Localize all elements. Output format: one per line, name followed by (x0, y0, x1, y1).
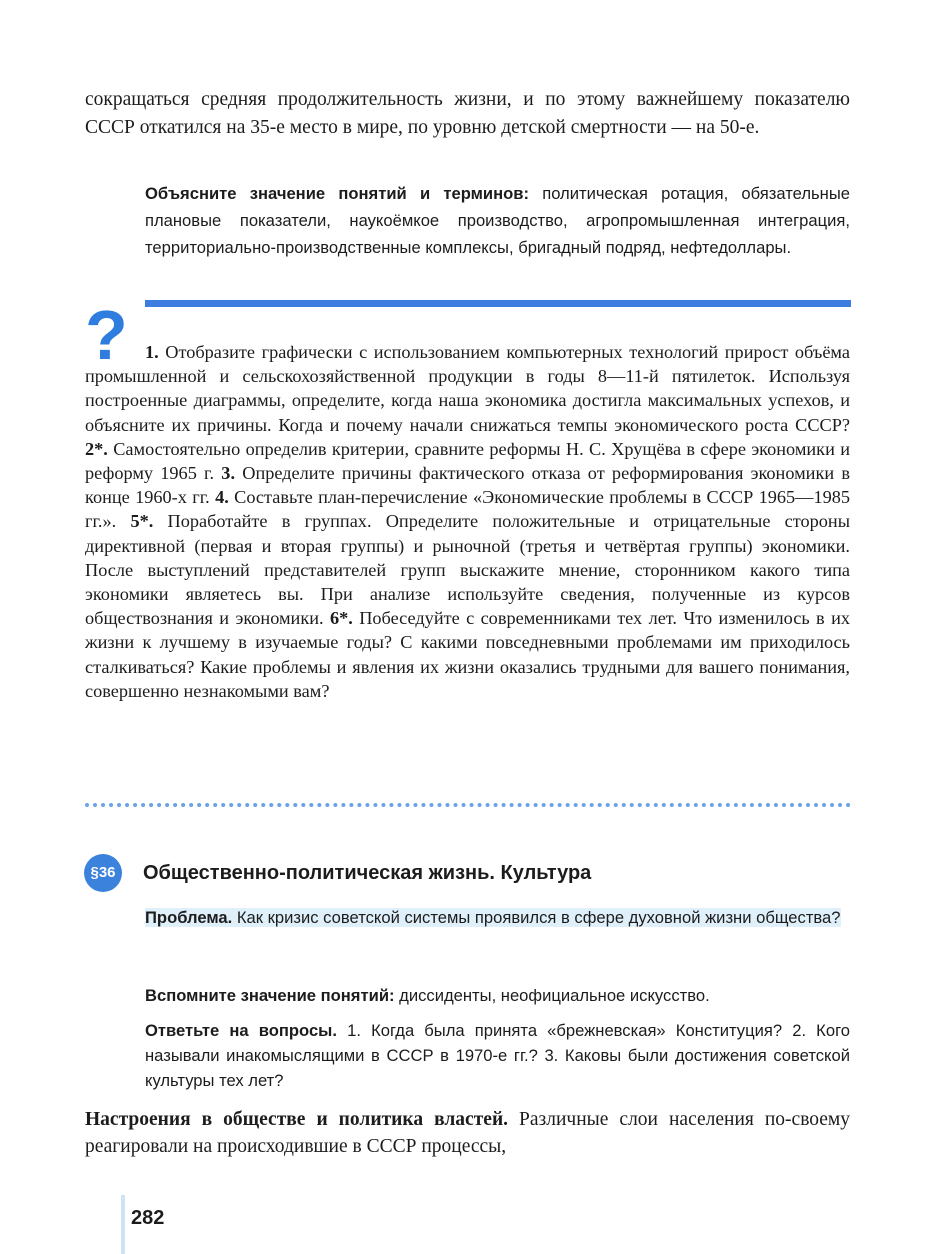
question-4-text: Составьте план-перечисление «Экономические проблемы в СССР 1965—1985 гг.». (85, 487, 851, 532)
intro-paragraph (85, 86, 850, 142)
question-5-number: 5*. (130, 511, 154, 532)
section-number-badge: §36 (84, 854, 122, 892)
terms-box (145, 180, 850, 261)
question-3-text: Определите причины фактического отказа от реформирования экономики в конце 1960-х гг. (85, 463, 850, 508)
body-heading: Настроения в обществе и политика властей. (85, 1109, 509, 1130)
question-6-number: 6*. (329, 608, 353, 629)
question-2-text: Самостоятельно определив критерии, сравните реформы Н. С. Хрущёва в сфере экономики и реформу 1965 г. (85, 438, 850, 484)
problem-highlight (145, 908, 841, 927)
blue-divider (145, 300, 851, 307)
question-5-text: Поработайте в группах. Определите положительные и отрицательные стороны директивной (первая и вторая группы) и рыночной (третья и четвёртая группы) экономики. После выступлений представителей групп выскажите мнение, сторонником какого типа экономики являетесь вы. При анализе используйте сведения, полученные из курсов обществознания и экономики. (85, 511, 850, 629)
problem-label: Проблема. (145, 908, 233, 927)
recall-concepts (145, 984, 850, 1008)
recall-text: диссиденты, неофициальное искусство. (394, 986, 710, 1005)
question-mark-icon: ? (85, 296, 128, 374)
recall-label: Вспомните значение понятий: (145, 986, 395, 1005)
intro-text: сокращаться средняя продолжительность жизни, и по этому важнейшему показателю СССР откатился на 35-е место в мире, по уровню детской смертности — на 50-е. (85, 89, 850, 138)
question-6-text: Побеседуйте с современниками тех лет. Что изменилось в их жизни к лучшему в изучаемые годы? С какими повседневными проблемами им приходилось сталкиваться? Какие проблемы и явления их жизни оказались трудными для вашего понимания, совершенно незнакомыми вам? (85, 608, 850, 701)
body-paragraph (85, 1106, 850, 1160)
questions-block (85, 340, 850, 703)
page-number-bar (121, 1195, 125, 1254)
question-1-text: Отобразите графически с использованием компьютерных технологий прирост объёма промышленной и сельскохозяйственной продукции в годы 8—11-й пятилеток. Используя построенные диаграммы, определите, когда наша экономика достигла максимальных успехов, и объясните их причины. Когда и почему начали снижаться темпы экономического роста СССР? (85, 342, 850, 435)
page-number: 282 (131, 1207, 165, 1229)
question-2-number: 2*. (85, 438, 108, 459)
answer-text: 1. Когда была принята «брежневская» Конституция? 2. Кого называли инакомыслящими в СССР в 1970-е гг.? 3. Каковы были достижения советской культуры тех лет? (145, 1021, 850, 1090)
problem-statement (145, 906, 850, 930)
problem-text: Как кризис советской системы проявился в сфере духовной жизни общества? (232, 908, 841, 927)
section-title: Общественно-политическая жизнь. Культура (143, 862, 592, 884)
question-4-number: 4. (215, 487, 229, 508)
question-3-number: 3. (221, 463, 236, 484)
terms-text: политическая ротация, обязательные плановые показатели, наукоёмкое производство, агропромышленная интеграция, территориально-производственные комплексы, бригадный подряд, нефтедоллары. (145, 184, 850, 257)
terms-label: Объясните значение понятий и терминов: (145, 184, 529, 203)
dotted-divider (85, 803, 851, 807)
answer-questions (145, 1018, 850, 1093)
body-text: Различные слои населения по-своему реагировали на происходившие в СССР процессы, (85, 1109, 850, 1157)
answer-label: Ответьте на вопросы. (145, 1021, 337, 1040)
question-1-number: 1. (145, 342, 159, 362)
